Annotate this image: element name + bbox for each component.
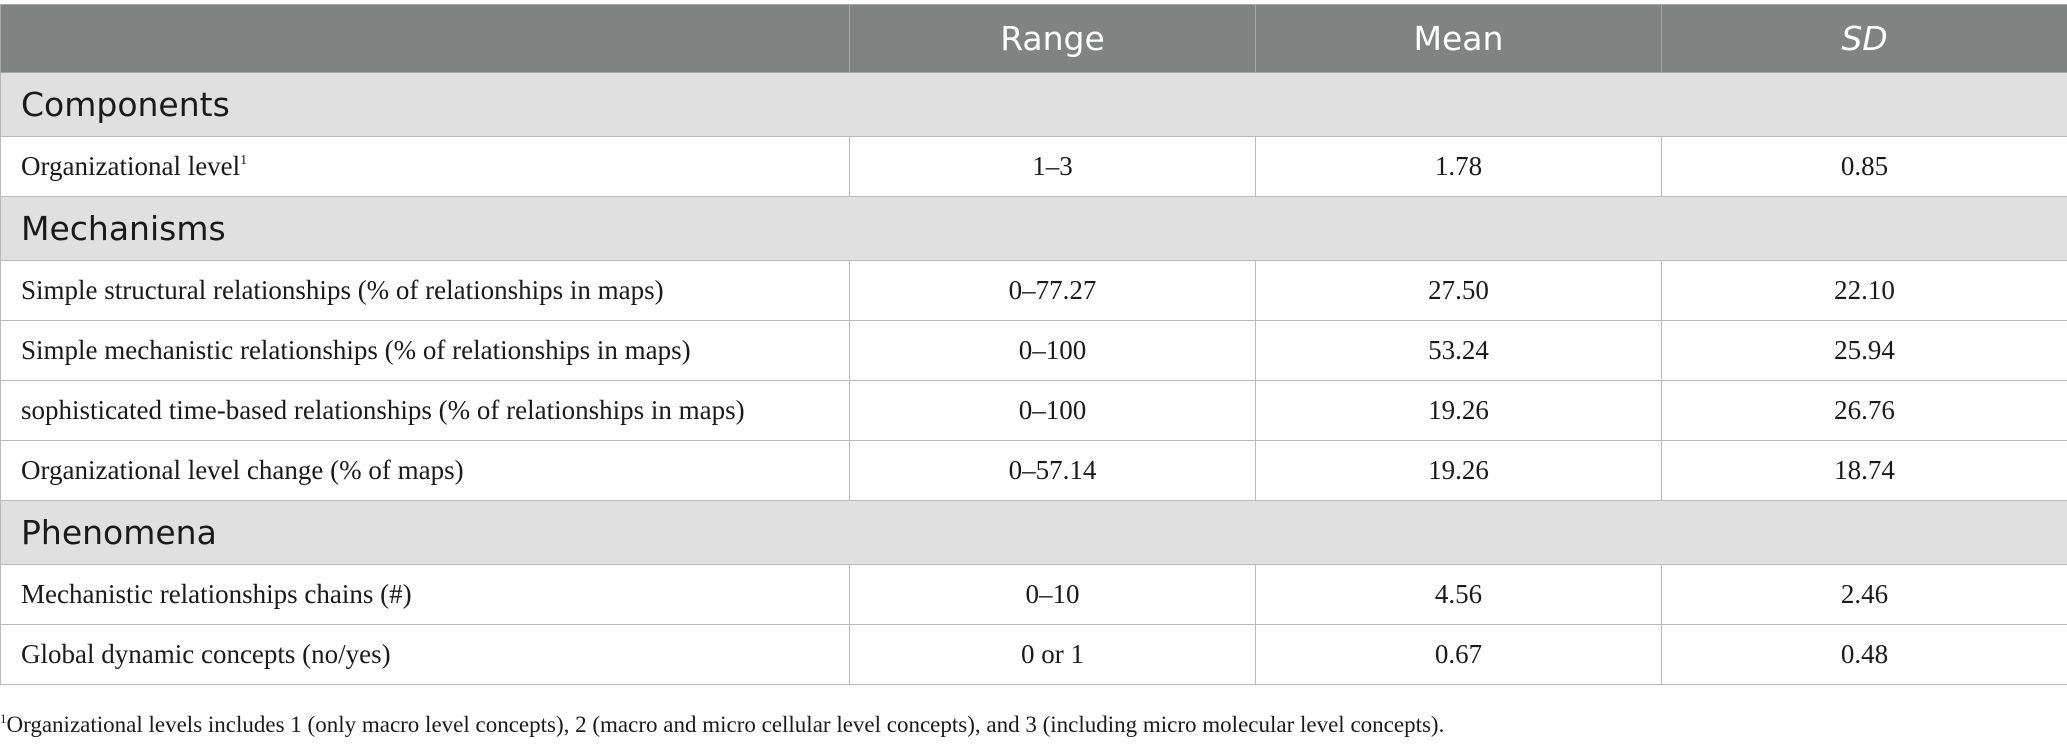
cell-mean: 0.67 xyxy=(1256,625,1662,685)
cell-range: 0–100 xyxy=(850,321,1256,381)
cell-sd: 2.46 xyxy=(1662,565,2067,625)
header-mean: Mean xyxy=(1256,5,1662,73)
row-label: Simple mechanistic relationships (% of relationships in maps) xyxy=(1,321,850,381)
row-label: Global dynamic concepts (no/yes) xyxy=(1,625,850,685)
table-row xyxy=(1,625,2067,685)
cell-sd: 0.48 xyxy=(1662,625,2067,685)
cell-mean: 53.24 xyxy=(1256,321,1662,381)
cell-range: 0–57.14 xyxy=(850,441,1256,501)
table-row xyxy=(1,565,2067,625)
cell-sd: 22.10 xyxy=(1662,261,2067,321)
statistics-table-container xyxy=(0,4,2067,685)
row-label: sophisticated time-based relationships (% of relationships in maps) xyxy=(1,381,850,441)
cell-mean: 19.26 xyxy=(1256,441,1662,501)
footnote-marker: 1 xyxy=(0,711,7,726)
table-row xyxy=(1,321,2067,381)
section-title: Mechanisms xyxy=(1,197,2067,261)
table-row xyxy=(1,441,2067,501)
cell-mean: 1.78 xyxy=(1256,137,1662,197)
section-row-components xyxy=(1,73,2067,137)
table-row xyxy=(1,137,2067,197)
cell-sd: 25.94 xyxy=(1662,321,2067,381)
row-label xyxy=(1,137,850,197)
table-row xyxy=(1,261,2067,321)
section-title: Phenomena xyxy=(1,501,2067,565)
cell-range: 1–3 xyxy=(850,137,1256,197)
row-label: Simple structural relationships (% of relationships in maps) xyxy=(1,261,850,321)
table-body xyxy=(1,73,2067,685)
header-variable xyxy=(1,5,850,73)
row-label-text: Organizational level xyxy=(21,151,241,181)
footnote-text: Organizational levels includes 1 (only macro level concepts), 2 (macro and micro cellular level concepts), and 3 (including micro molecular level concepts). xyxy=(6,712,1445,737)
header-sd: SD xyxy=(1662,5,2067,73)
statistics-table xyxy=(0,4,2067,685)
cell-sd: 0.85 xyxy=(1662,137,2067,197)
table-header xyxy=(1,5,2067,73)
cell-range: 0–100 xyxy=(850,381,1256,441)
cell-sd: 26.76 xyxy=(1662,381,2067,441)
row-label: Organizational level change (% of maps) xyxy=(1,441,850,501)
header-row xyxy=(1,5,2067,73)
cell-range: 0 or 1 xyxy=(850,625,1256,685)
section-row-phenomena xyxy=(1,501,2067,565)
cell-sd: 18.74 xyxy=(1662,441,2067,501)
section-row-mechanisms xyxy=(1,197,2067,261)
cell-mean: 4.56 xyxy=(1256,565,1662,625)
table-row xyxy=(1,381,2067,441)
cell-mean: 19.26 xyxy=(1256,381,1662,441)
section-title: Components xyxy=(1,73,2067,137)
footnote-marker: 1 xyxy=(240,153,248,168)
cell-range: 0–77.27 xyxy=(850,261,1256,321)
cell-range: 0–10 xyxy=(850,565,1256,625)
row-label: Mechanistic relationships chains (#) xyxy=(1,565,850,625)
cell-mean: 27.50 xyxy=(1256,261,1662,321)
table-footnote xyxy=(0,712,2067,738)
header-range: Range xyxy=(850,5,1256,73)
